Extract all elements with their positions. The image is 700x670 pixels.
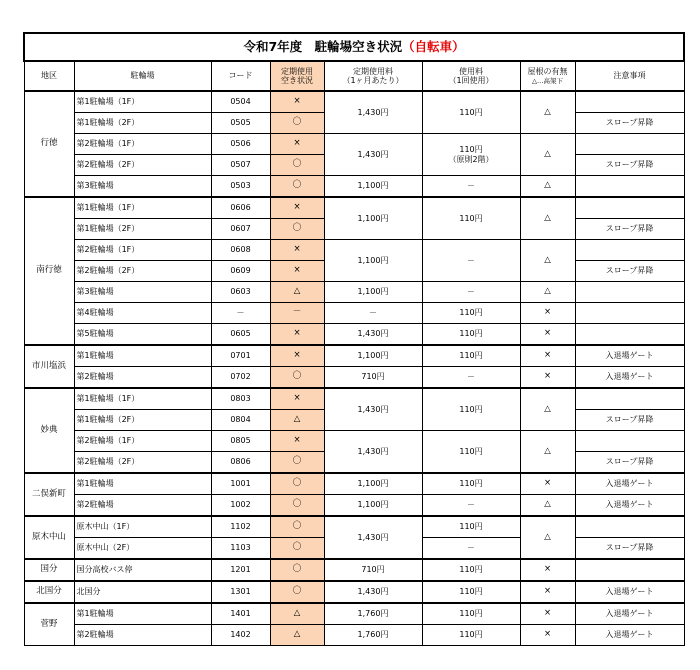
- roof-cell: ×: [520, 303, 575, 324]
- lot-code: 0804: [211, 410, 270, 431]
- availability-cell: 〇: [270, 155, 324, 176]
- availability-table: [23, 32, 685, 646]
- district-cell: 北国分: [24, 581, 74, 603]
- monthly-fee-cell: 710円: [324, 367, 422, 389]
- lot-name: 第2駐輪場: [74, 495, 211, 517]
- monthly-fee-cell: 1,430円: [324, 91, 422, 134]
- single-fee-cell: 110円: [422, 345, 520, 367]
- header-monthly-line1: 定期使用料: [353, 66, 393, 76]
- table-row: [24, 516, 684, 538]
- availability-cell: △: [270, 410, 324, 431]
- lot-name: 第2駐輪場: [74, 625, 211, 646]
- roof-cell: △: [520, 91, 575, 134]
- monthly-fee-cell: 1,100円: [324, 345, 422, 367]
- monthly-fee-cell: 1,430円: [324, 581, 422, 603]
- table-row: [24, 603, 684, 625]
- availability-cell: 〇: [270, 516, 324, 538]
- note-cell: スロープ昇降: [575, 155, 684, 176]
- roof-cell: ×: [520, 581, 575, 603]
- district-cell: 南行徳: [24, 197, 74, 345]
- lot-name: 第2駐輪場（2F）: [74, 452, 211, 474]
- note-cell: 入退場ゲート: [575, 345, 684, 367]
- header-availability: [270, 61, 324, 91]
- availability-cell: ×: [270, 324, 324, 346]
- single-fee-cell: 110円: [422, 581, 520, 603]
- monthly-fee-cell: 710円: [324, 559, 422, 581]
- header-notes: 注意事項: [575, 61, 684, 91]
- single-fee-cell: 110円: [422, 324, 520, 346]
- header-monthly-fee: [324, 61, 422, 91]
- lot-name: 第2駐輪場（1F）: [74, 431, 211, 452]
- single-fee-cell: －: [422, 495, 520, 517]
- single-fee-cell: 110円: [422, 388, 520, 431]
- header-single-fee: [422, 61, 520, 91]
- note-cell: スロープ昇降: [575, 219, 684, 240]
- note-cell: [575, 388, 684, 410]
- lot-name: 原木中山（1F）: [74, 516, 211, 538]
- availability-cell: ×: [270, 345, 324, 367]
- lot-code: 0506: [211, 134, 270, 155]
- note-cell: スロープ昇降: [575, 452, 684, 474]
- district-cell: 国分: [24, 559, 74, 581]
- note-cell: スロープ昇降: [575, 410, 684, 431]
- lot-name: 第2駐輪場（1F）: [74, 134, 211, 155]
- lot-code: 0505: [211, 113, 270, 134]
- lot-code: 1402: [211, 625, 270, 646]
- availability-cell: ×: [270, 197, 324, 219]
- header-monthly-line2: （1ヶ月あたり）: [342, 76, 404, 85]
- lot-code: 0805: [211, 431, 270, 452]
- single-fee-cell: 110円: [422, 473, 520, 495]
- single-fee-cell: －: [422, 282, 520, 303]
- lot-code: 1201: [211, 559, 270, 581]
- header-single-line1: 使用料: [459, 66, 483, 76]
- lot-name: 第1駐輪場: [74, 603, 211, 625]
- table-row: [24, 240, 684, 261]
- lot-name: 第2駐輪場（2F）: [74, 261, 211, 282]
- lot-code: 0504: [211, 91, 270, 113]
- roof-cell: △: [520, 282, 575, 303]
- table-row: [24, 303, 684, 324]
- lot-code: 0603: [211, 282, 270, 303]
- availability-cell: △: [270, 603, 324, 625]
- monthly-fee-cell: 1,100円: [324, 473, 422, 495]
- note-cell: [575, 324, 684, 346]
- lot-name: 第5駐輪場: [74, 324, 211, 346]
- header-code: コード: [211, 61, 270, 91]
- district-cell: 行徳: [24, 91, 74, 197]
- roof-cell: ×: [520, 324, 575, 346]
- district-cell: 原木中山: [24, 516, 74, 559]
- lot-name: 第1駐輪場: [74, 473, 211, 495]
- lot-code: 0503: [211, 176, 270, 198]
- availability-cell: 〇: [270, 176, 324, 198]
- lot-name: 第2駐輪場（1F）: [74, 240, 211, 261]
- single-fee-cell: 110円: [422, 91, 520, 134]
- lot-name: 第3駐輪場: [74, 176, 211, 198]
- table-row: [24, 581, 684, 603]
- header-district: 地区: [24, 61, 74, 91]
- lot-code: 0507: [211, 155, 270, 176]
- table-row: [24, 495, 684, 517]
- single-fee-cell: 110円: [422, 603, 520, 625]
- lot-code: 0605: [211, 324, 270, 346]
- availability-cell: △: [270, 625, 324, 646]
- lot-name: 第2駐輪場（2F）: [74, 155, 211, 176]
- lot-name: 第1駐輪場: [74, 345, 211, 367]
- availability-cell: ×: [270, 431, 324, 452]
- lot-name: 第2駐輪場: [74, 367, 211, 389]
- header-availability-line1: 定期使用: [281, 66, 313, 76]
- table-row: [24, 431, 684, 452]
- note-cell: [575, 282, 684, 303]
- lot-code: 0608: [211, 240, 270, 261]
- availability-cell: －: [270, 303, 324, 324]
- lot-code: 1102: [211, 516, 270, 538]
- table-row: [24, 134, 684, 155]
- district-cell: 二俣新町: [24, 473, 74, 516]
- lot-code: 0702: [211, 367, 270, 389]
- lot-name: 国分高校バス停: [74, 559, 211, 581]
- lot-code: 0806: [211, 452, 270, 474]
- lot-code: 0606: [211, 197, 270, 219]
- availability-cell: ×: [270, 261, 324, 282]
- roof-cell: △: [520, 176, 575, 198]
- table-row: [24, 367, 684, 389]
- single-fee-cell: 110円: [422, 431, 520, 474]
- district-cell: 市川塩浜: [24, 345, 74, 388]
- table-row: [24, 91, 684, 113]
- roof-cell: △: [520, 240, 575, 282]
- availability-cell: 〇: [270, 367, 324, 389]
- note-cell: 入退場ゲート: [575, 603, 684, 625]
- header-roof-line1: 屋根の有無: [527, 66, 568, 76]
- title-main: 令和7年度 駐輪場空き状況: [243, 38, 403, 54]
- availability-cell: 〇: [270, 559, 324, 581]
- district-cell: 妙典: [24, 388, 74, 473]
- monthly-fee-cell: 1,430円: [324, 431, 422, 474]
- monthly-fee-cell: 1,100円: [324, 197, 422, 240]
- note-cell: 入退場ゲート: [575, 367, 684, 389]
- availability-cell: △: [270, 282, 324, 303]
- single-fee-cell: 110円: [422, 197, 520, 240]
- note-cell: 入退場ゲート: [575, 495, 684, 517]
- table-row: [24, 324, 684, 346]
- single-fee-cell: [422, 134, 520, 176]
- note-cell: [575, 559, 684, 581]
- table-title: [24, 33, 684, 61]
- availability-cell: ×: [270, 134, 324, 155]
- roof-cell: ×: [520, 345, 575, 367]
- table-row: [24, 282, 684, 303]
- note-cell: スロープ昇降: [575, 113, 684, 134]
- header-roof-line2: △…高架下: [532, 76, 563, 85]
- monthly-fee-cell: 1,430円: [324, 324, 422, 346]
- availability-cell: 〇: [270, 113, 324, 134]
- table-row: [24, 559, 684, 581]
- note-cell: [575, 91, 684, 113]
- monthly-fee-cell: －: [324, 303, 422, 324]
- availability-cell: ×: [270, 91, 324, 113]
- roof-cell: △: [520, 516, 575, 559]
- header-roof: [520, 61, 575, 91]
- lot-name: 第1駐輪場（2F）: [74, 219, 211, 240]
- lot-name: 原木中山（2F）: [74, 538, 211, 560]
- note-cell: [575, 516, 684, 538]
- monthly-fee-cell: 1,100円: [324, 240, 422, 282]
- roof-cell: ×: [520, 559, 575, 581]
- lot-code: 0609: [211, 261, 270, 282]
- single-fee-cell: 110円: [422, 303, 520, 324]
- monthly-fee-cell: 1,760円: [324, 625, 422, 646]
- roof-cell: △: [520, 495, 575, 517]
- monthly-fee-cell: 1,760円: [324, 603, 422, 625]
- availability-cell: 〇: [270, 495, 324, 517]
- table-row: [24, 625, 684, 646]
- single-fee-cell: 110円: [422, 625, 520, 646]
- availability-cell: 〇: [270, 538, 324, 560]
- roof-cell: ×: [520, 603, 575, 625]
- lot-name: 第1駐輪場（1F）: [74, 197, 211, 219]
- lot-code: 0701: [211, 345, 270, 367]
- lot-code: 1401: [211, 603, 270, 625]
- single-fee-cell: －: [422, 176, 520, 198]
- roof-cell: △: [520, 388, 575, 431]
- lot-name: 第1駐輪場（1F）: [74, 91, 211, 113]
- single-fee-value: 110円: [459, 145, 483, 155]
- title-accent: （自転車）: [402, 38, 465, 54]
- table-row: [24, 473, 684, 495]
- monthly-fee-cell: 1,430円: [324, 388, 422, 431]
- availability-cell: ×: [270, 240, 324, 261]
- availability-cell: 〇: [270, 219, 324, 240]
- monthly-fee-cell: 1,100円: [324, 282, 422, 303]
- lot-name: 第1駐輪場（1F）: [74, 388, 211, 410]
- table-row: [24, 197, 684, 219]
- table-row: [24, 388, 684, 410]
- lot-code: 0607: [211, 219, 270, 240]
- roof-cell: ×: [520, 625, 575, 646]
- note-cell: [575, 303, 684, 324]
- single-fee-cell: 110円: [422, 559, 520, 581]
- district-cell: 菅野: [24, 603, 74, 646]
- note-cell: スロープ昇降: [575, 538, 684, 560]
- lot-code: －: [211, 303, 270, 324]
- lot-name: 第1駐輪場（2F）: [74, 410, 211, 431]
- table-row: [24, 345, 684, 367]
- lot-code: 0803: [211, 388, 270, 410]
- roof-cell: ×: [520, 367, 575, 389]
- note-cell: [575, 197, 684, 219]
- lot-code: 1301: [211, 581, 270, 603]
- header-availability-line2: 空き状況: [281, 76, 313, 85]
- monthly-fee-cell: 1,430円: [324, 516, 422, 559]
- availability-cell: ×: [270, 388, 324, 410]
- roof-cell: △: [520, 431, 575, 474]
- note-cell: [575, 240, 684, 261]
- availability-cell: 〇: [270, 452, 324, 474]
- lot-name: 第3駐輪場: [74, 282, 211, 303]
- lot-code: 1001: [211, 473, 270, 495]
- lot-name: 北国分: [74, 581, 211, 603]
- table-row: [24, 176, 684, 198]
- single-fee-cell: －: [422, 240, 520, 282]
- roof-cell: ×: [520, 473, 575, 495]
- single-fee-cell: 110円: [422, 516, 520, 538]
- note-cell: 入退場ゲート: [575, 473, 684, 495]
- lot-name: 第1駐輪場（2F）: [74, 113, 211, 134]
- availability-cell: 〇: [270, 473, 324, 495]
- roof-cell: △: [520, 134, 575, 176]
- note-cell: スロープ昇降: [575, 261, 684, 282]
- note-cell: [575, 176, 684, 198]
- lot-code: 1002: [211, 495, 270, 517]
- single-fee-cell: －: [422, 538, 520, 560]
- header-lot: 駐輪場: [74, 61, 211, 91]
- monthly-fee-cell: 1,430円: [324, 134, 422, 176]
- availability-cell: 〇: [270, 581, 324, 603]
- monthly-fee-cell: 1,100円: [324, 176, 422, 198]
- note-cell: [575, 134, 684, 155]
- monthly-fee-cell: 1,100円: [324, 495, 422, 517]
- lot-name: 第4駐輪場: [74, 303, 211, 324]
- single-fee-cell: －: [422, 367, 520, 389]
- lot-code: 1103: [211, 538, 270, 560]
- note-cell: [575, 431, 684, 452]
- single-fee-subnote: （原則2階）: [448, 154, 494, 164]
- note-cell: 入退場ゲート: [575, 581, 684, 603]
- header-single-line2: （1回使用）: [448, 76, 494, 85]
- roof-cell: △: [520, 197, 575, 240]
- note-cell: 入退場ゲート: [575, 625, 684, 646]
